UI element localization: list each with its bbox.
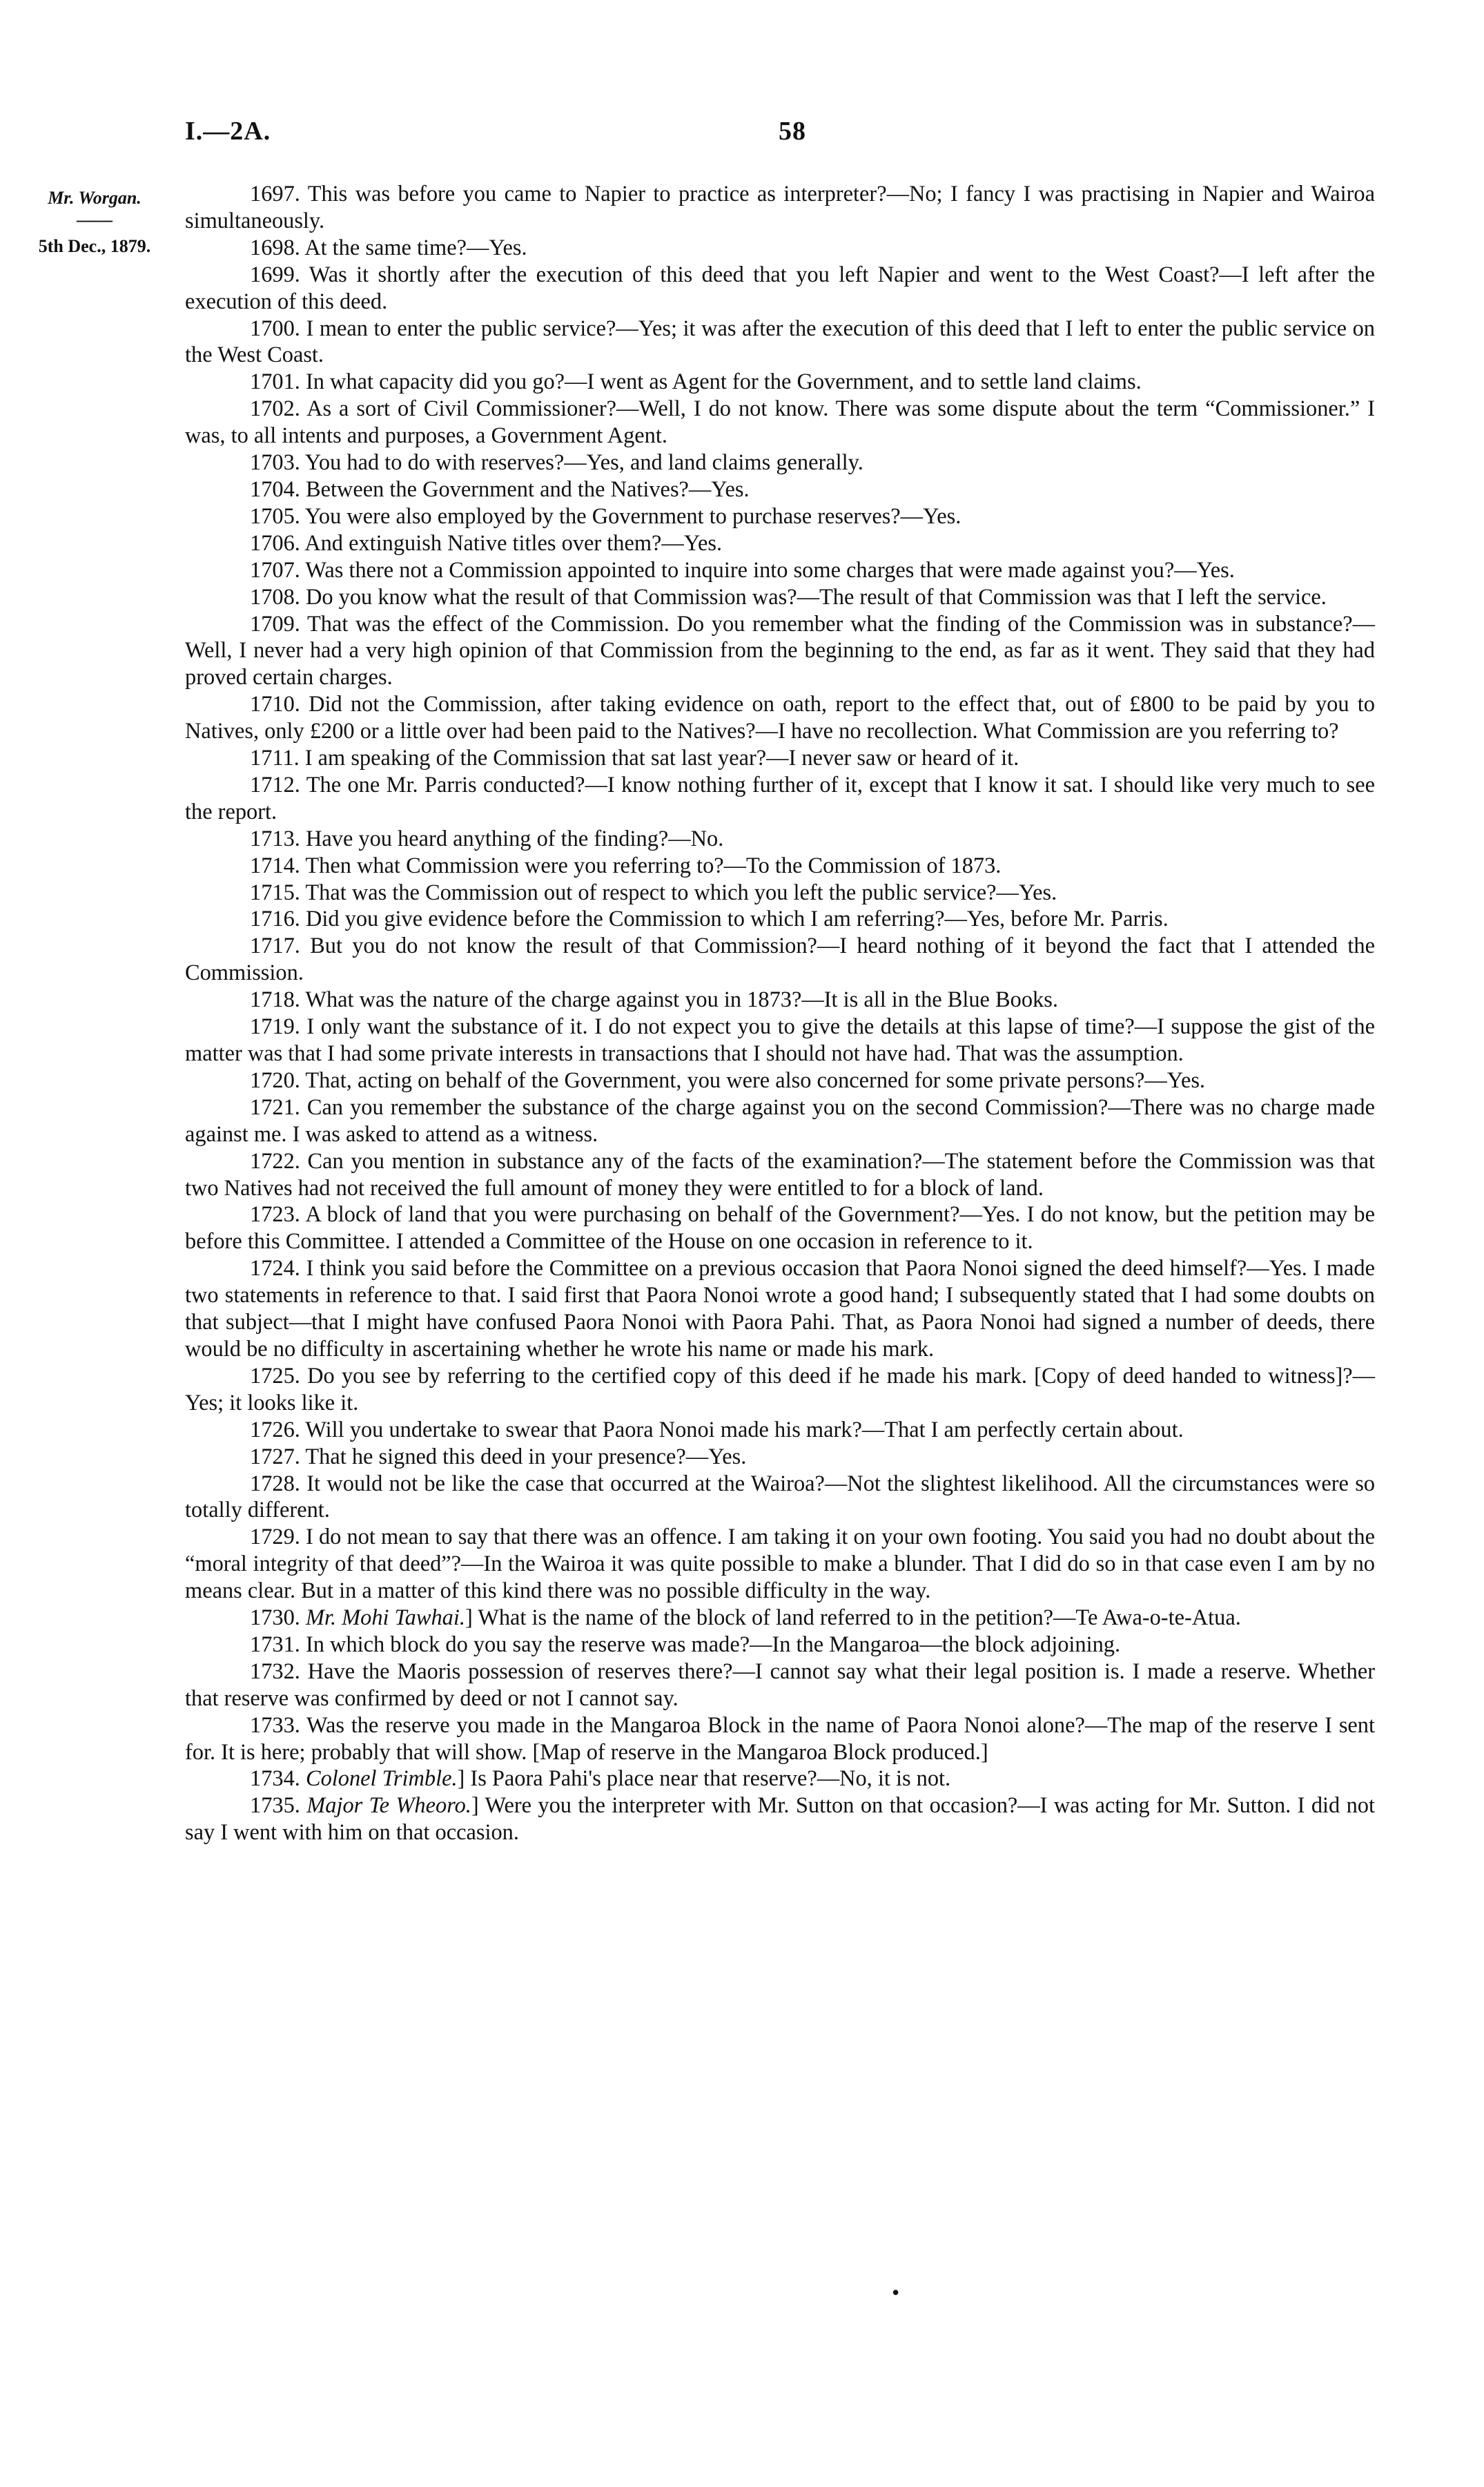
question-answer-text: 1719. I only want the substance of it. I do not expect you to give the details at this lapse of time?—I suppose the gist of the matter was that I had some private interests in transactions that I should not have had. That was the assumption. <box>185 1014 1375 1066</box>
testimony-paragraph <box>185 316 1375 369</box>
testimony-paragraph <box>185 1094 1375 1148</box>
testimony-paragraph <box>185 987 1375 1014</box>
question-answer-text: 1700. I mean to enter the public service?—Yes; it was after the execution of this deed that I left to enter the public service on the West Coast. <box>185 316 1375 368</box>
testimony-paragraph <box>185 369 1375 396</box>
testimony-paragraph <box>185 235 1375 262</box>
question-prefix: 1730. <box>250 1605 306 1631</box>
testimony-paragraph <box>185 1632 1375 1658</box>
page-number: 58 <box>779 117 806 146</box>
question-answer-text: 1723. A block of land that you were purchasing on behalf of the Government?—Yes. I do not know, but the petition may be before this Committee. I attended a Committee of the House on one occasion in reference to it. <box>185 1202 1375 1255</box>
question-answer-text: 1698. At the same time?—Yes. <box>250 235 527 260</box>
question-answer-text: 1728. It would not be like the case that occurred at the Wairoa?—Not the slightest likelihood. All the circumstances were so totally different. <box>185 1471 1375 1523</box>
testimony-paragraph <box>185 262 1375 316</box>
testimony-paragraph <box>185 1444 1375 1471</box>
testimony-paragraph <box>185 906 1375 933</box>
question-answer-text: 1699. Was it shortly after the execution of this deed that you left Napier and went to the West Coast?—I left after the execution of this deed. <box>185 262 1375 314</box>
question-answer-text: 1721. Can you remember the substance of the charge against you on the second Commission?—There was no charge made against me. I was asked to attend as a witness. <box>185 1094 1375 1147</box>
question-answer-text: ] What is the name of the block of land referred to in the petition?—Te Awa-o-te-Atua. <box>465 1605 1241 1631</box>
question-prefix: 1734. <box>250 1766 306 1792</box>
question-answer-text: ] Is Paora Pahi's place near that reserve?—No, it is not. <box>457 1766 951 1792</box>
testimony-body <box>185 181 1375 1846</box>
testimony-paragraph <box>185 826 1375 853</box>
question-answer-text: 1713. Have you heard anything of the finding?—No. <box>250 826 724 851</box>
testimony-paragraph <box>185 691 1375 745</box>
question-answer-text: 1701. In what capacity did you go?—I went as Agent for the Government, and to settle land claims. <box>250 369 1142 395</box>
page-ref: I.—2A. <box>185 117 271 146</box>
testimony-paragraph <box>185 1067 1375 1094</box>
question-answer-text: 1720. That, acting on behalf of the Government, you were also concerned for some private persons?—Yes. <box>250 1067 1206 1093</box>
question-answer-text: 1717. But you do not know the result of that Commission?—I heard nothing of it beyond the fact that I attended the Commission. <box>185 933 1375 986</box>
question-answer-text: 1724. I think you said before the Committee on a previous occasion that Paora Nonoi signed the deed himself?—Yes. I made two statements in reference to that. I said first that Paora Nonoi wrote a good hand; I subsequently stated that I had some doubts on that subject—that I might have confused Paora Nonoi with Paora Pahi. That, as Paora Nonoi had signed a number of deeds, there would be no difficulty in ascertaining whether he wrote his name or made his mark. <box>185 1256 1375 1362</box>
testimony-date: 5th Dec., 1879. <box>38 236 151 256</box>
question-answer-text: 1711. I am speaking of the Commission that sat last year?—I never saw or heard of it. <box>250 746 1019 771</box>
testimony-paragraph <box>185 611 1375 692</box>
testimony-paragraph <box>185 557 1375 584</box>
testimony-paragraph <box>185 880 1375 907</box>
question-answer-text: 1715. That was the Commission out of respect to which you left the public service?—Yes. <box>250 880 1057 905</box>
question-answer-text: 1726. Will you undertake to swear that Paora Nonoi made his mark?—That I am perfectly certain about. <box>250 1417 1184 1442</box>
testimony-paragraph <box>185 1658 1375 1712</box>
question-answer-text: ] Were you the interpreter with Mr. Sutton on that occasion?—I was acting for Mr. Sutton. I did not say I went with him on that occasion. <box>185 1793 1375 1846</box>
testimony-paragraph <box>185 1471 1375 1525</box>
witness-name: Mr. Worgan. <box>48 188 141 208</box>
question-answer-text: 1708. Do you know what the result of that Commission was?—The result of that Commission was that I left the service. <box>250 584 1327 610</box>
question-answer-text: 1707. Was there not a Commission appointed to inquire into some charges that were made against you?—Yes. <box>250 557 1235 583</box>
testimony-paragraph <box>185 476 1375 503</box>
testimony-paragraph <box>185 181 1375 235</box>
testimony-paragraph <box>185 1605 1375 1632</box>
testimony-paragraph <box>185 396 1375 449</box>
testimony-paragraph <box>185 1363 1375 1417</box>
testimony-paragraph <box>185 1765 1375 1792</box>
question-answer-text: 1722. Can you mention in substance any of the facts of the examination?—The statement before the Commission was that two Natives had not received the full amount of money they were entitled to for a block of land. <box>185 1148 1375 1201</box>
question-answer-text: 1732. Have the Maoris possession of reserves there?—I cannot say what their legal position is. I made a reserve. Whether that reserve was confirmed by deed or not I cannot say. <box>185 1658 1375 1711</box>
testimony-paragraph <box>185 1792 1375 1846</box>
testimony-paragraph <box>185 530 1375 557</box>
question-answer-text: 1697. This was before you came to Napier to practice as interpreter?—No; I fancy I was practising in Napier and Wairoa simultaneously. <box>185 182 1375 233</box>
question-answer-text: 1705. You were also employed by the Government to purchase reserves?—Yes. <box>250 503 961 529</box>
testimony-paragraph <box>185 503 1375 530</box>
question-answer-text: 1714. Then what Commission were you referring to?—To the Commission of 1873. <box>250 853 1002 878</box>
testimony-paragraph <box>185 853 1375 880</box>
question-answer-text: 1725. Do you see by referring to the certified copy of this deed if he made his mark. [Copy of deed handed to witness]?—Yes; it looks like it. <box>185 1363 1375 1415</box>
question-answer-text: 1727. That he signed this deed in your presence?—Yes. <box>250 1444 747 1469</box>
question-answer-text: 1702. As a sort of Civil Commissioner?—Well, I do not know. There was some dispute about the term “Commissioner.” I was, to all intents and purposes, a Government Agent. <box>185 396 1375 449</box>
question-answer-text: 1729. I do not mean to say that there was an offence. I am taking it on your own footing. You said you had no doubt about the “moral integrity of that deed”?—In the Wairoa it was quite possible to make a blunder. That I did do so in that case even I am by no means clear. But in a matter of this kind there was no possible difficulty in the way. <box>185 1525 1375 1604</box>
testimony-paragraph <box>185 1417 1375 1444</box>
question-answer-text: 1709. That was the effect of the Commission. Do you remember what the finding of the Commission was in substance?—Well, I never had a very high opinion of that Commission from the beginning to the end, as far as it went. They said that they had proved certain charges. <box>185 611 1375 690</box>
speaker-name: Major Te Wheoro. <box>306 1793 471 1819</box>
question-answer-text: 1716. Did you give evidence before the Commission to which I am referring?—Yes, before Mr. Parris. <box>250 907 1169 932</box>
testimony-paragraph <box>185 1148 1375 1202</box>
testimony-paragraph <box>185 1014 1375 1067</box>
question-answer-text: 1703. You had to do with reserves?—Yes, and land claims generally. <box>250 450 863 476</box>
speaker-name: Colonel Trimble. <box>305 1766 458 1792</box>
testimony-paragraph <box>185 1712 1375 1766</box>
question-answer-text: 1731. In which block do you say the reserve was made?—In the Mangaroa—the block adjoining. <box>250 1632 1121 1657</box>
speaker-name: Mr. Mohi Tawhai. <box>305 1605 465 1631</box>
testimony-paragraph <box>185 745 1375 772</box>
question-prefix: 1735. <box>250 1793 307 1819</box>
question-answer-text: 1712. The one Mr. Parris conducted?—I know nothing further of it, except that I know it sat. I should like very much to see the report. <box>185 772 1375 824</box>
testimony-paragraph <box>185 1201 1375 1255</box>
testimony-paragraph <box>185 449 1375 476</box>
margin-dash: —— <box>77 210 113 230</box>
question-answer-text: 1706. And extinguish Native titles over them?—Yes. <box>250 530 723 556</box>
question-answer-text: 1718. What was the nature of the charge against you in 1873?—It is all in the Blue Books. <box>250 987 1058 1013</box>
question-answer-text: 1704. Between the Government and the Natives?—Yes. <box>250 476 750 502</box>
testimony-paragraph <box>185 933 1375 987</box>
testimony-paragraph <box>185 1524 1375 1605</box>
question-answer-text: 1733. Was the reserve you made in the Mangaroa Block in the name of Paora Nonoi alone?—The map of the reserve I sent for. It is here; probably that will show. [Map of reserve in the Mangaroa Block produced.] <box>185 1712 1375 1765</box>
testimony-paragraph <box>185 584 1375 611</box>
question-answer-text: 1710. Did not the Commission, after taking evidence on oath, report to the effect that, out of £800 to be paid by you to Natives, only £200 or a little over had been paid to the Natives?—I have no recollection. What Commission are you referring to? <box>185 692 1375 744</box>
testimony-paragraph <box>185 1255 1375 1363</box>
testimony-paragraph <box>185 772 1375 826</box>
footer-mark: • <box>892 2280 900 2305</box>
